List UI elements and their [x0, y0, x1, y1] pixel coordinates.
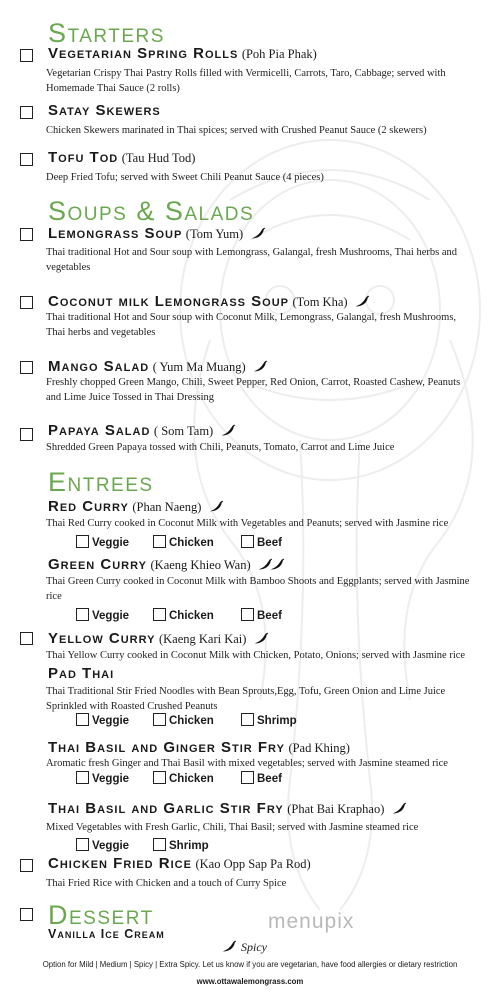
item-thai-name: (Kao Opp Sap Pa Rod) [195, 857, 311, 871]
item-description: Thai Fried Rice with Chicken and a touch of Curry Spice [46, 878, 287, 889]
item-thai-name: (Phat Bai Kraphao) [287, 802, 385, 816]
item-name: Chicken Fried Rice [48, 855, 192, 872]
option-veggie[interactable] [76, 838, 129, 852]
item-name: Tofu Tod [48, 149, 119, 166]
item-title-coconut-soup [48, 293, 371, 311]
option-label: Shrimp [257, 715, 297, 727]
option-beef[interactable] [241, 608, 282, 622]
item-title-ice-cream [48, 926, 165, 943]
item-description: Deep Fried Tofu; served with Sweet Chili Peanut Sauce (4 pieces) [46, 172, 324, 183]
section-title-starters: Starters [48, 18, 165, 48]
item-title-mango-salad [48, 358, 269, 376]
option-label: Veggie [92, 537, 130, 549]
option-chicken[interactable] [153, 771, 214, 785]
chili-icon [353, 293, 371, 309]
item-description: Aromatic fresh Ginger and Thai Basil with mixed vegetables; served with Jasmine steamed rice [46, 758, 448, 769]
chili-icon [219, 422, 237, 438]
option-label: Chicken [169, 537, 214, 549]
option-chicken[interactable] [153, 535, 214, 549]
option-checkbox[interactable] [241, 608, 254, 621]
section-title-soups-salads: Soups & Salads [48, 196, 255, 226]
option-label: Veggie [92, 773, 130, 785]
checkbox-satay[interactable] [20, 106, 33, 119]
option-label: Chicken [169, 715, 214, 727]
item-description: Chicken Skewers marinated in Thai spices; served with Crushed Peanut Sauce (2 skewers) [46, 125, 427, 136]
option-shrimp[interactable] [241, 713, 297, 727]
option-checkbox[interactable] [76, 535, 89, 548]
chili-icon [251, 358, 269, 374]
item-title-fried-rice [48, 856, 311, 873]
item-title-yellow-curry [48, 630, 270, 648]
chili-icon [207, 498, 225, 514]
option-checkbox[interactable] [153, 771, 166, 784]
item-description: Shredded Green Papaya tossed with Chili, Peanuts, Tomato, Carrot and Lime Juice [46, 442, 395, 453]
spicy-legend-label: Spicy [241, 940, 267, 954]
item-title-pad-thai [48, 666, 114, 683]
option-checkbox[interactable] [241, 771, 254, 784]
section-title-entrees: Entrees [48, 467, 154, 497]
option-checkbox[interactable] [241, 713, 254, 726]
item-title-basil-garlic [48, 800, 408, 818]
checkbox-tofu-tod[interactable] [20, 153, 33, 166]
option-checkbox[interactable] [153, 713, 166, 726]
item-description: Vegetarian Crispy Thai Pastry Rolls filled with Vermicelli, Carrots, Taro, Cabbage; served with Homemade Thai Sauce (2 rolls) [46, 68, 446, 94]
item-thai-name: ( Yum Ma Muang) [152, 360, 246, 374]
item-name: Green Curry [48, 556, 147, 573]
item-name: Pad Thai [48, 665, 115, 682]
item-description: Thai traditional Hot and Sour soup with Lemongrass, Galangal, fresh Mushrooms, Thai herbs and vegetables [46, 247, 457, 273]
item-name: Satay Skewers [48, 102, 161, 119]
chili-icon [390, 800, 408, 816]
item-name: Papaya Salad [48, 422, 151, 439]
item-name: Red Curry [48, 498, 129, 515]
checkbox-dessert[interactable] [20, 908, 33, 921]
chili-icon [268, 556, 286, 572]
item-description: Thai Traditional Stir Fried Noodles with Bean Sprouts,Egg, Tofu, Green Onion and Lime Juice Sprinkled with Roasted Crushed Peanuts [46, 686, 446, 712]
option-beef[interactable] [241, 535, 282, 549]
option-label: Beef [257, 773, 282, 785]
chili-icon [249, 225, 267, 241]
option-label: Beef [257, 537, 282, 549]
item-thai-name: (Phan Naeng) [132, 500, 202, 514]
option-label: Veggie [92, 840, 130, 852]
checkbox-spring-rolls[interactable] [20, 49, 33, 62]
item-title-basil-ginger [48, 740, 350, 757]
checkbox-papaya-salad[interactable] [20, 428, 33, 441]
item-name: Yellow Curry [48, 630, 156, 647]
option-chicken[interactable] [153, 713, 214, 727]
item-description: Freshly chopped Green Mango, Chili, Sweet Pepper, Red Onion, Carrot, Roasted Cashew, Peanuts and Lime Juice Tossed in Thai Dressing [46, 377, 461, 403]
checkbox-lemongrass-soup[interactable] [20, 228, 33, 241]
option-checkbox[interactable] [76, 771, 89, 784]
option-veggie[interactable] [76, 713, 129, 727]
item-title-satay [48, 103, 161, 120]
option-veggie[interactable] [76, 771, 129, 785]
item-name: Thai Basil and Ginger Stir Fry [48, 739, 285, 756]
item-thai-name: (Pad Khing) [288, 741, 350, 755]
item-thai-name: (Kaeng Kari Kai) [158, 632, 247, 646]
option-label: Beef [257, 610, 282, 622]
item-title-green-curry [48, 556, 286, 574]
option-checkbox[interactable] [153, 535, 166, 548]
item-thai-name: (Tom Yum) [185, 227, 244, 241]
option-veggie[interactable] [76, 608, 129, 622]
item-name: Mango Salad [48, 358, 150, 375]
item-description: Thai Green Curry cooked in Coconut Milk with Bamboo Shoots and Eggplants; served with Jasmine rice [46, 576, 470, 602]
option-checkbox[interactable] [76, 608, 89, 621]
item-thai-name: ( Som Tam) [153, 424, 214, 438]
item-title-tofu-tod [48, 150, 195, 167]
item-description: Thai Yellow Curry cooked in Coconut Milk with Chicken, Potato, Onions; served with Jasmine rice [46, 650, 466, 661]
footer-note: Option for Mild | Medium | Spicy | Extra Spicy. Let us know if you are vegetarian, have food allergies or dietary restriction [42, 960, 458, 969]
item-name: Thai Basil and Garlic Stir Fry [48, 800, 284, 817]
option-shrimp[interactable] [153, 838, 209, 852]
checkbox-fried-rice[interactable] [20, 859, 33, 872]
item-title-spring-rolls [48, 46, 317, 63]
footer-url[interactable]: www.ottawalemongrass.com [196, 977, 304, 986]
item-thai-name: (Tau Hud Tod) [121, 151, 196, 165]
chili-icon [220, 938, 238, 954]
menupix-watermark: menupix [268, 910, 355, 933]
checkbox-mango-salad[interactable] [20, 361, 33, 374]
option-label: Chicken [169, 773, 214, 785]
option-checkbox[interactable] [153, 838, 166, 851]
option-checkbox[interactable] [76, 713, 89, 726]
option-label: Veggie [92, 610, 130, 622]
option-beef[interactable] [241, 771, 282, 785]
option-label: Shrimp [169, 840, 209, 852]
spicy-legend [218, 938, 267, 955]
option-checkbox[interactable] [76, 838, 89, 851]
chili-icon [252, 630, 270, 646]
item-thai-name: (Tom Kha) [292, 295, 348, 309]
item-thai-name: (Poh Pia Phak) [241, 47, 317, 61]
option-veggie[interactable] [76, 535, 129, 549]
item-title-lemongrass-soup [48, 225, 267, 243]
section-title-dessert: Dessert [48, 900, 154, 930]
item-name: Coconut milk Lemongrass Soup [48, 293, 290, 310]
item-name: Vegetarian Spring Rolls [48, 45, 239, 62]
option-label: Chicken [169, 610, 214, 622]
item-description: Thai Red Curry cooked in Coconut Milk with Vegetables and Peanuts; served with Jasmine rice [46, 518, 449, 529]
option-label: Veggie [92, 715, 130, 727]
checkbox-coconut-soup[interactable] [20, 296, 33, 309]
option-checkbox[interactable] [153, 608, 166, 621]
item-thai-name: (Kaeng Khieo Wan) [150, 558, 251, 572]
item-description: Thai traditional Hot and Sour soup with Coconut Milk, Lemongrass, Galangal, fresh Mushrooms, Thai herbs and vegetables [46, 312, 457, 338]
item-title-papaya-salad [48, 422, 237, 440]
item-title-red-curry [48, 498, 225, 516]
option-checkbox[interactable] [241, 535, 254, 548]
item-description: Mixed Vegetables with Fresh Garlic, Chili, Thai Basil; served with Jasmine steamed rice [46, 822, 419, 833]
item-name: Vanilla Ice Cream [48, 927, 165, 941]
checkbox-yellow-curry[interactable] [20, 632, 33, 645]
item-name: Lemongrass Soup [48, 225, 183, 242]
option-chicken[interactable] [153, 608, 214, 622]
